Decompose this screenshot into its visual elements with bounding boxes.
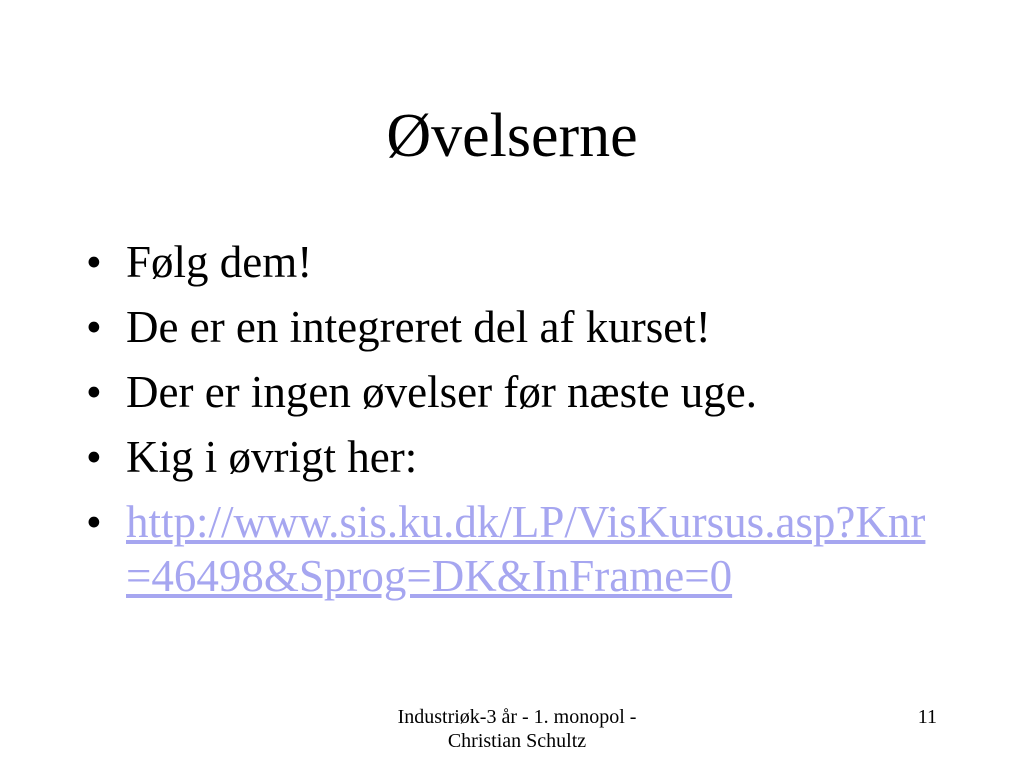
- course-link-line[interactable]: http://www.sis.ku.dk/LP/VisKursus.asp?Knr: [126, 497, 926, 547]
- bullet-marker: •: [86, 367, 102, 417]
- footer-line: Industriøk-3 år - 1. monopol -: [397, 706, 637, 728]
- bullet-item: [0, 430, 1024, 484]
- course-link-line[interactable]: =46498&Sprog=DK&InFrame=0: [126, 551, 733, 601]
- bullet-text: Følg dem!: [126, 237, 313, 287]
- bullet-marker: •: [86, 432, 102, 482]
- bullet-item: [0, 235, 1024, 289]
- bullet-item: [0, 300, 1024, 354]
- bullet-marker: •: [86, 237, 102, 287]
- bullet-item: [0, 365, 1024, 419]
- course-link[interactable]: [126, 495, 1024, 603]
- bullet-list: [0, 235, 1024, 614]
- bullet-marker: •: [86, 302, 102, 352]
- bullet-text: Kig i øvrigt her:: [126, 432, 418, 482]
- bullet-item-link: [0, 495, 1024, 603]
- bullet-text: De er en integreret del af kurset!: [126, 302, 711, 352]
- bullet-marker: •: [86, 497, 102, 547]
- slide-title: Øvelserne: [386, 102, 638, 170]
- page-number: 11: [917, 706, 937, 728]
- footer-line: Christian Schultz: [447, 730, 587, 752]
- footer: [350, 705, 684, 753]
- bullet-text: Der er ingen øvelser før næste uge.: [126, 367, 758, 417]
